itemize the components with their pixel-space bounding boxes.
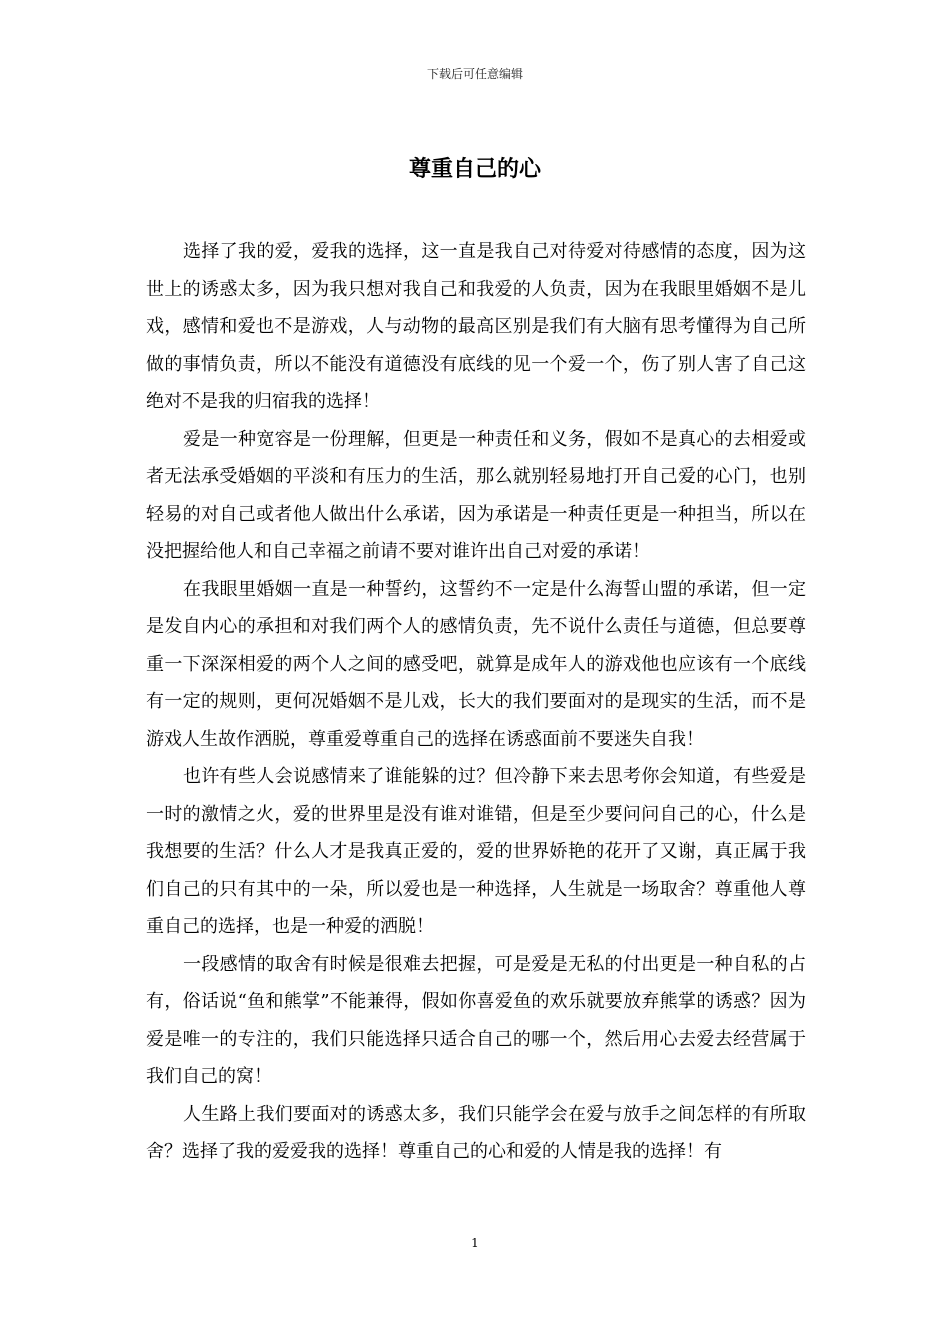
paragraph-2: 爱是一种宽容是一份理解，但更是一种责任和义务，假如不是真心的去相爱或者无法承受婚姻的平淡和有压力的生活，那么就别轻易地打开自己爱的心门，也别轻易的对自己或者他人做出什么承诺，因为承诺是一种责任更是一种担当，所以在没把握给他人和自己幸福之前请不要对谁许出自己对爱的承诺！ <box>146 428 806 562</box>
paragraph-1: 选择了我的爱，爱我的选择，这一直是我自己对待爱对待感情的态度，因为这世上的诱惑太多，因为我只想对我自己和我爱的人负责，因为在我眼里婚姻不是儿戏，感情和爱也不是游戏，人与动物的最高区别是我们有大脑有思考懂得为自己所做的事情负责，所以不能没有道德没有底线的见一个爱一个，伤了别人害了自己这绝对不是我的归宿我的选择！ <box>146 241 806 412</box>
paragraph-4: 也许有些人会说感情来了谁能躲的过？但冷静下来去思考你会知道，有些爱是一时的激情之火，爱的世界里是没有谁对谁错，但是至少要问问自己的心，什么是我想要的生活？什么人才是我真正爱的，爱的世界娇艳的花开了又谢，真正属于我们自己的只有其中的一朵，所以爱也是一种选择，人生就是一场取舍？尊重他人尊重自己的选择，也是一种爱的洒脱！ <box>146 766 806 937</box>
page-header: 下载后可任意编辑 <box>426 67 523 81</box>
paragraph-5: 一段感情的取舍有时候是很难去把握，可是爱是无私的付出更是一种自私的占有，俗话说“鱼和熊掌”不能兼得，假如你喜爱鱼的欢乐就要放弃熊掌的诱惑？因为爱是唯一的专注的，我们只能选择只适合自己的哪一个，然后用心去爱去经营属于我们自己的窝！ <box>146 953 806 1087</box>
paragraph-6: 人生路上我们要面对的诱惑太多，我们只能学会在爱与放手之间怎样的有所取舍？选择了我的爱爱我的选择！尊重自己的心和爱的人情是我的选择！有 <box>146 1103 806 1162</box>
document-body <box>146 233 806 1171</box>
page-number: 1 <box>471 1236 479 1250</box>
document-title: 尊重自己的心 <box>408 157 541 182</box>
paragraph-3: 在我眼里婚姻一直是一种誓约，这誓约不一定是什么海誓山盟的承诺，但一定是发自内心的承担和对我们两个人的感情负责，先不说什么责任与道德，但总要尊重一下深深相爱的两个人之间的感受吧，就算是成年人的游戏他也应该有一个底线有一定的规则，更何况婚姻不是儿戏，长大的我们要面对的是现实的生活，而不是游戏人生故作洒脱，尊重爱尊重自己的选择在诱惑面前不要迷失自我！ <box>146 578 806 750</box>
